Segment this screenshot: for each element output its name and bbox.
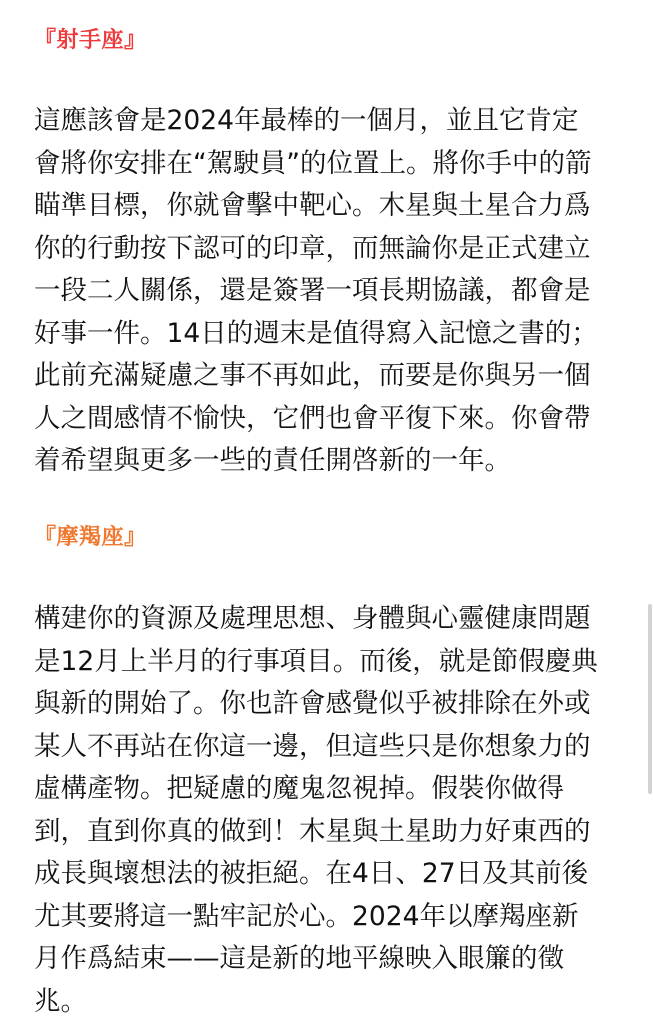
- scrollbar[interactable]: [647, 0, 653, 1024]
- paragraph-line: 與新的開始了。你也許會感覺似乎被排除在外或: [34, 688, 591, 719]
- paragraph-line: 是12月上半月的行事項目。而後，就是節假慶典: [34, 645, 598, 677]
- paragraph-line: 到，直到你真的做到！木星與土星助力好東西的: [34, 815, 591, 847]
- paragraph-line: 瞄準目標，你就會擊中靶心。木星與土星合力爲: [34, 190, 591, 221]
- paragraph-line: 着希望與更多一些的責任開啓新的一年。: [34, 445, 511, 476]
- paragraph-line: 尤其要將這一點牢記於心。2024年以摩羯座新: [34, 900, 579, 932]
- sagittarius-heading: 『射手座』: [34, 28, 147, 53]
- sagittarius-paragraph: [34, 100, 598, 483]
- scrollbar-thumb[interactable]: [648, 604, 652, 794]
- paragraph-line: 某人不再站在你這一邊，但這些只是你想象力的: [34, 730, 591, 762]
- capricorn-paragraph: [34, 598, 598, 1023]
- paragraph-line: 這應該會是2024年最棒的一個月，並且它肯定: [34, 105, 579, 136]
- paragraph-line: 虛構產物。把疑慮的魔鬼忽視掉。假裝你做得: [34, 773, 564, 804]
- paragraph-line: 人之間感情不愉快，它們也會平復下來。你會帶: [34, 402, 591, 434]
- paragraph-line: 成長與壞想法的被拒絕。在4日、27日及其前後: [34, 858, 589, 889]
- paragraph-line: 兆。: [34, 985, 87, 1017]
- paragraph-line: 月作爲結束——這是新的地平線映入眼簾的徵: [34, 943, 564, 974]
- paragraph-line: 構建你的資源及處理思想、身體與心靈健康問題: [34, 603, 591, 634]
- paragraph-line: 好事一件。14日的週末是值得寫入記憶之書的；: [34, 317, 598, 349]
- paragraph-line: 一段二人關係，還是簽署一項長期協議，都會是: [34, 275, 591, 306]
- capricorn-heading: 『摩羯座』: [34, 525, 147, 550]
- paragraph-line: 此前充滿疑慮之事不再如此，而要是你與另一個: [34, 360, 591, 391]
- paragraph-line: 你的行動按下認可的印章，而無論你是正式建立: [34, 232, 591, 264]
- paragraph-line: 會將你安排在“駕駛員”的位置上。將你手中的箭: [34, 147, 592, 179]
